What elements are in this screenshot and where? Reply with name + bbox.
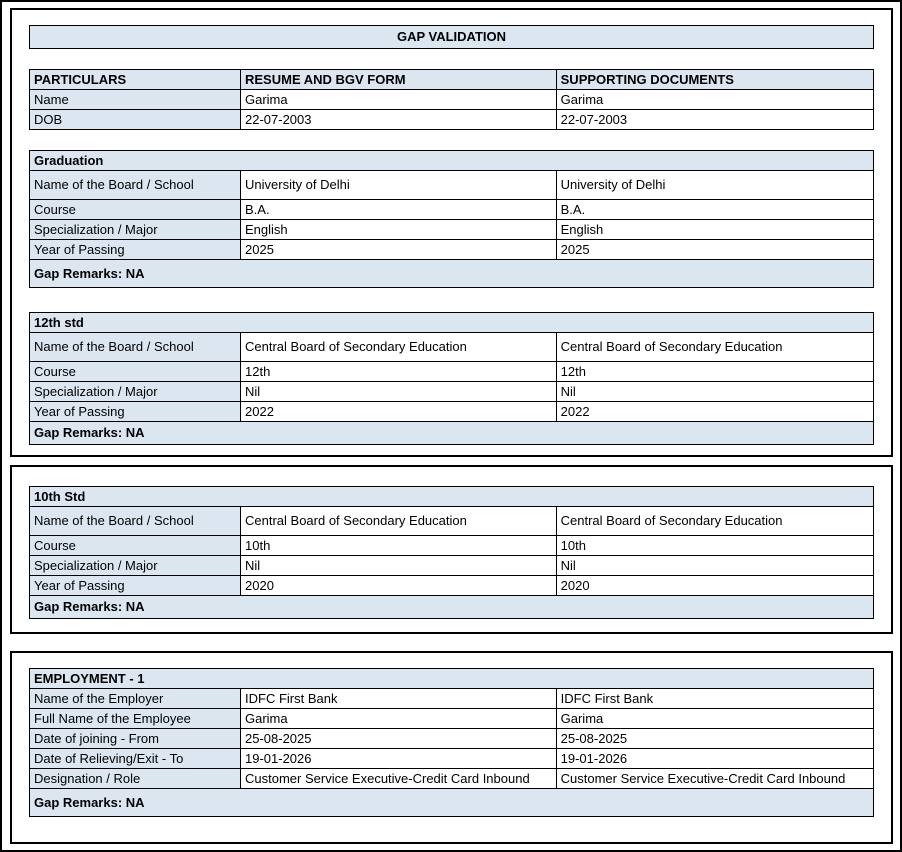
table-row-specialization — [30, 556, 874, 576]
resume-value: 10th — [241, 536, 557, 556]
section-heading-row — [30, 669, 874, 689]
tenth-std-panel — [10, 465, 893, 634]
supporting-value: Garima — [556, 90, 873, 110]
row-label: Specialization / Major — [30, 556, 241, 576]
gap-remarks: Gap Remarks: NA — [30, 260, 874, 288]
row-label: DOB — [30, 110, 241, 130]
supporting-value: Nil — [556, 556, 873, 576]
resume-value: Nil — [241, 382, 557, 402]
resume-value: 2020 — [241, 576, 557, 596]
table-row-course — [30, 200, 874, 220]
row-label: Name — [30, 90, 241, 110]
resume-value: English — [241, 220, 557, 240]
section-heading: EMPLOYMENT - 1 — [30, 669, 874, 689]
section-heading-row — [30, 151, 874, 171]
resume-value: University of Delhi — [241, 171, 557, 200]
supporting-value: 10th — [556, 536, 873, 556]
resume-value: Garima — [241, 90, 557, 110]
page-title: GAP VALIDATION — [29, 25, 874, 49]
table-row-employee-name — [30, 709, 874, 729]
table-row-year — [30, 240, 874, 260]
supporting-value: 22-07-2003 — [556, 110, 873, 130]
supporting-value: Central Board of Secondary Education — [556, 507, 873, 536]
employment-table — [29, 668, 874, 817]
table-row-year — [30, 402, 874, 422]
row-label: Specialization / Major — [30, 382, 241, 402]
resume-value: 2022 — [241, 402, 557, 422]
table-row-specialization — [30, 382, 874, 402]
table-row-employer — [30, 689, 874, 709]
supporting-value: IDFC First Bank — [556, 689, 873, 709]
row-label: Designation / Role — [30, 769, 241, 789]
table-row-dob — [30, 110, 874, 130]
row-label: Date of joining - From — [30, 729, 241, 749]
supporting-value: University of Delhi — [556, 171, 873, 200]
column-header-resume: RESUME AND BGV FORM — [241, 70, 557, 90]
resume-value: 2025 — [241, 240, 557, 260]
row-label: Full Name of the Employee — [30, 709, 241, 729]
gap-remarks: Gap Remarks: NA — [30, 596, 874, 619]
resume-value: B.A. — [241, 200, 557, 220]
row-label: Date of Relieving/Exit - To — [30, 749, 241, 769]
gap-remarks-row — [30, 596, 874, 619]
gap-remarks-row — [30, 789, 874, 817]
supporting-value: 2020 — [556, 576, 873, 596]
table-row-board — [30, 333, 874, 362]
table-row-board — [30, 507, 874, 536]
table-row-course — [30, 362, 874, 382]
supporting-value: Central Board of Secondary Education — [556, 333, 873, 362]
gap-remarks: Gap Remarks: NA — [30, 789, 874, 817]
supporting-value: Customer Service Executive-Credit Card Inbound — [556, 769, 873, 789]
table-row-date-relieving — [30, 749, 874, 769]
row-label: Name of the Board / School — [30, 333, 241, 362]
supporting-value: Nil — [556, 382, 873, 402]
row-label: Course — [30, 200, 241, 220]
resume-value: Central Board of Secondary Education — [241, 333, 557, 362]
section-heading: 12th std — [30, 313, 874, 333]
row-label: Specialization / Major — [30, 220, 241, 240]
row-label: Year of Passing — [30, 576, 241, 596]
gap-remarks: Gap Remarks: NA — [30, 422, 874, 445]
section-heading: Graduation — [30, 151, 874, 171]
row-label: Name of the Board / School — [30, 507, 241, 536]
gap-remarks-row — [30, 422, 874, 445]
supporting-value: B.A. — [556, 200, 873, 220]
twelfth-std-table — [29, 312, 874, 445]
supporting-value: English — [556, 220, 873, 240]
table-row-date-joining — [30, 729, 874, 749]
table-row-course — [30, 536, 874, 556]
section-heading-row — [30, 313, 874, 333]
resume-value: Customer Service Executive-Credit Card Inbound — [241, 769, 557, 789]
supporting-value: Garima — [556, 709, 873, 729]
row-label: Name of the Board / School — [30, 171, 241, 200]
resume-value: 19-01-2026 — [241, 749, 557, 769]
supporting-value: 19-01-2026 — [556, 749, 873, 769]
section-heading-row — [30, 487, 874, 507]
tenth-std-table — [29, 486, 874, 619]
row-label: Course — [30, 362, 241, 382]
supporting-value: 12th — [556, 362, 873, 382]
column-header-supporting: SUPPORTING DOCUMENTS — [556, 70, 873, 90]
graduation-table — [29, 150, 874, 288]
resume-value: 25-08-2025 — [241, 729, 557, 749]
top-panel — [10, 8, 893, 457]
particulars-header-row — [30, 70, 874, 90]
resume-value: 12th — [241, 362, 557, 382]
row-label: Year of Passing — [30, 402, 241, 422]
row-label: Course — [30, 536, 241, 556]
resume-value: 22-07-2003 — [241, 110, 557, 130]
section-heading: 10th Std — [30, 487, 874, 507]
table-row-specialization — [30, 220, 874, 240]
table-row-designation — [30, 769, 874, 789]
gap-remarks-row — [30, 260, 874, 288]
table-row-name — [30, 90, 874, 110]
table-row-year — [30, 576, 874, 596]
supporting-value: 2022 — [556, 402, 873, 422]
supporting-value: 25-08-2025 — [556, 729, 873, 749]
resume-value: Nil — [241, 556, 557, 576]
supporting-value: 2025 — [556, 240, 873, 260]
resume-value: IDFC First Bank — [241, 689, 557, 709]
resume-value: Central Board of Secondary Education — [241, 507, 557, 536]
row-label: Name of the Employer — [30, 689, 241, 709]
column-header-particulars: PARTICULARS — [30, 70, 241, 90]
resume-value: Garima — [241, 709, 557, 729]
employment-panel — [10, 651, 893, 844]
particulars-table — [29, 69, 874, 130]
row-label: Year of Passing — [30, 240, 241, 260]
table-row-board — [30, 171, 874, 200]
